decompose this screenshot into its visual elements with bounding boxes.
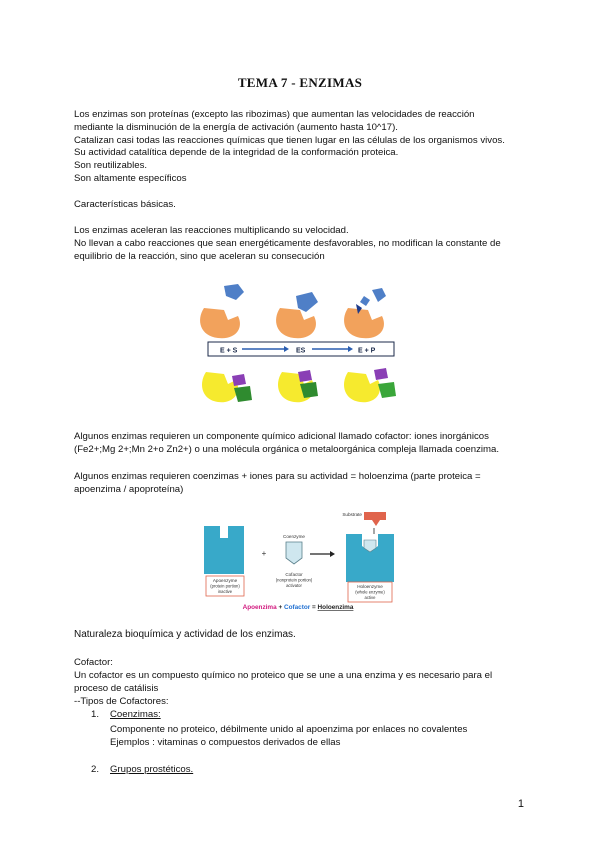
cofactor-heading: Cofactor: bbox=[74, 657, 113, 668]
holoenzyme-label: Holoenzyme bbox=[357, 584, 383, 589]
cofactor-label: Cofactor bbox=[285, 572, 303, 577]
plus-sign: + bbox=[261, 549, 267, 558]
paragraph-line: (Fe2+;Mg 2+;Mn 2+o Zn2+) o una molécula orgánica o metaloorgánica compleja llamada coenzima. bbox=[74, 443, 500, 455]
reaction-bar bbox=[208, 342, 394, 356]
holoenzima-paragraph bbox=[74, 471, 524, 497]
enzyme-yellow-3 bbox=[344, 368, 396, 402]
e-plus-s-label: E + S bbox=[220, 347, 238, 355]
caption-equals: = bbox=[310, 604, 318, 611]
types-heading: --Tipos de Cofactores: bbox=[74, 696, 169, 707]
intro-line: Catalizan casi todas las reacciones químicas que tienen lugar en las células de los organismos vivos. bbox=[74, 134, 505, 146]
paragraph-line: apoenzima / apoproteína) bbox=[74, 483, 184, 495]
arrow-icon bbox=[310, 551, 335, 557]
paragraph-line: Un cofactor es un compuesto químico no proteico que se une a una enzima y es necesario para el bbox=[74, 670, 493, 681]
intro-line: mediante la disminución de la energía de activación (aumento hasta 10^17). bbox=[74, 121, 398, 133]
list-item-title: Grupos prostéticos. bbox=[110, 764, 194, 775]
paragraph-line: Los enzimas aceleran las reacciones multiplicando su velocidad. bbox=[74, 225, 349, 236]
paragraph-line: Algunos enzimas requieren un componente químico adicional llamado cofactor: iones inorgánicos bbox=[74, 431, 489, 442]
list-item-line: Ejemplos : vitaminas o compuestos derivados de ellas bbox=[110, 737, 341, 748]
enzyme-orange-1 bbox=[200, 308, 240, 338]
page-number: 1 bbox=[517, 798, 524, 810]
intro-paragraph bbox=[74, 109, 524, 186]
paragraph-line: No llevan a cabo reacciones que sean energéticamente desfavorables, no modifican la constante de bbox=[74, 237, 501, 249]
list-item-line: Componente no proteico, débilmente unido al apoenzima por enlaces no covalentes bbox=[110, 724, 468, 735]
caption-apoenzima: Apoenzima bbox=[242, 604, 277, 611]
coenzyme-label: Coenzyme bbox=[283, 534, 305, 539]
paragraph-line: equilibrio de la reacción, sino que aceleran su consecución bbox=[74, 250, 325, 262]
e-plus-p-label: E + P bbox=[358, 347, 376, 355]
enzyme-substrate-figure bbox=[188, 280, 414, 410]
apoenzyme-sublabel: (protein portion) bbox=[210, 583, 240, 589]
section-heading-naturaleza: Naturaleza bioquímica y actividad de los enzimas. bbox=[74, 629, 296, 640]
section-heading-caracteristicas: Características básicas. bbox=[74, 199, 176, 210]
caption-cofactor: Cofactor bbox=[283, 604, 311, 611]
enzyme-orange-3 bbox=[344, 288, 386, 338]
enzyme-yellow-2 bbox=[278, 370, 318, 402]
list-item-title: Coenzimas: bbox=[110, 709, 161, 720]
cofactor-definition bbox=[74, 670, 524, 696]
cofactor-shape bbox=[286, 542, 302, 564]
enzyme-yellow-1 bbox=[202, 372, 252, 402]
caption-plus: + bbox=[276, 604, 284, 611]
intro-line: Son altamente específicos bbox=[74, 172, 187, 184]
cofactor-sublabel: (nonprotein portion) bbox=[275, 577, 313, 583]
enzyme-orange-2 bbox=[276, 292, 318, 338]
apoenzyme-state: inactive bbox=[217, 589, 233, 594]
intro-line: Su actividad catalítica depende de la integridad de la conformación proteica. bbox=[74, 147, 399, 159]
substrate-shape bbox=[364, 512, 386, 534]
es-label: ES bbox=[296, 347, 306, 355]
caption-holoenzima: Holoenzima bbox=[317, 604, 354, 611]
substrate-label: Substrate bbox=[342, 512, 362, 517]
holoenzyme-sublabel: (whole enzyme) bbox=[355, 589, 385, 595]
cofactor-paragraph bbox=[74, 431, 524, 457]
holoenzyme-figure bbox=[200, 512, 396, 612]
list-number: 1. bbox=[91, 709, 100, 720]
cofactor-state: activator bbox=[286, 583, 302, 588]
substrate-blue-1 bbox=[224, 284, 244, 300]
list-number: 2. bbox=[91, 764, 100, 775]
paragraph-line: Algunos enzimas requieren coenzimas + iones para su actividad = holoenzima (parte proteica = bbox=[74, 471, 481, 482]
paragraph-line: proceso de catálisis bbox=[74, 682, 159, 694]
holoenzyme-state: active bbox=[364, 595, 376, 600]
intro-line: Son reutilizables. bbox=[74, 160, 148, 172]
figure-caption bbox=[243, 604, 354, 611]
apoenzyme-label: Apoenzyme bbox=[212, 578, 238, 583]
page-title: TEMA 7 - ENZIMAS bbox=[237, 75, 363, 90]
caracteristicas-paragraph bbox=[74, 225, 524, 263]
intro-line: Los enzimas son proteínas (excepto las ribozimas) que aumentan las velocidades de reacción bbox=[74, 109, 475, 120]
